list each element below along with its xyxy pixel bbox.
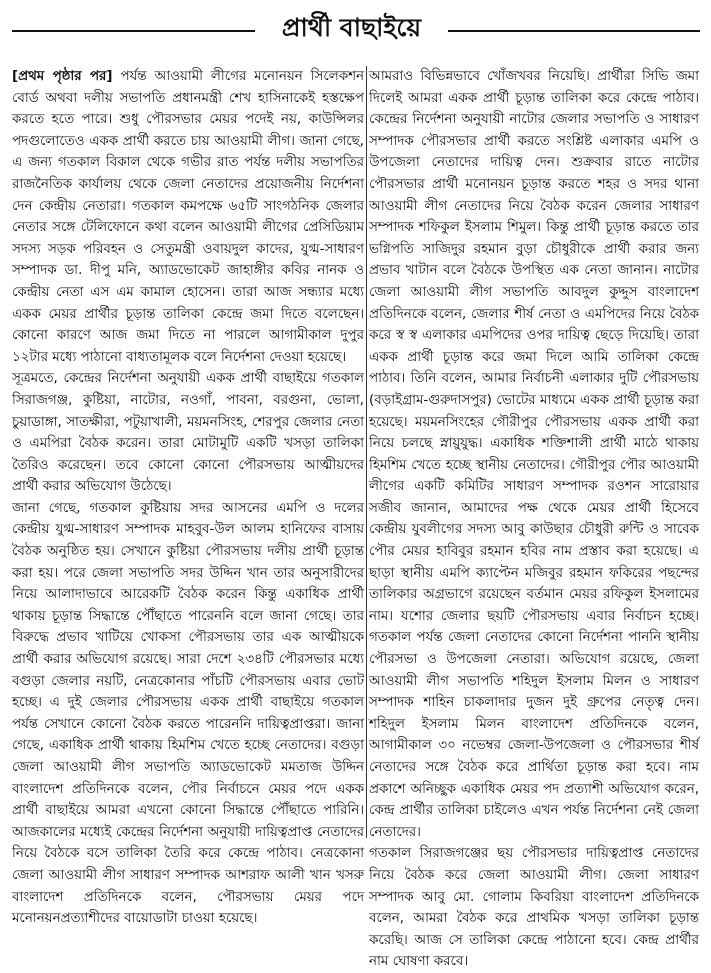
- paragraph: সূত্রমতে, কেন্দ্রের নির্দেশনা অনুযায়ী একক প্রার্থী বাছাইয়ে গতকাল সিরাজগঞ্জ, কুষ্টিয়া, নাটোর, নওগাঁ, পাবনা, বরগুনা, ভোলা, চুয়াডাঙ্গা, সাতক্ষীরা, পটুয়াখালী, ময়মনসিংহ, শেরপুর জেলার নেতা ও এমপিরা বৈঠক করেন। তারা মোটামুটি একটি খসড়া তালিকা তৈরিও করেছেন। তবে কোনো কোনো পৌরসভায় আত্মীয়দের প্রার্থী করার অভিযোগ উঠেছে।: [12, 371, 364, 495]
- headline-rule-right: [448, 30, 700, 32]
- paragraph: জানা গেছে, গতকাল কুষ্টিয়ায় সদর আসনের এমপি ও দলের কেন্দ্রীয় যুগ্ম-সাধারণ সম্পাদক মাহবুব-উল আলম হানিফের বাসায় বৈঠক অনুষ্ঠিত হয়। সেখানে কুষ্টিয়া পৌরসভায় দলীয় প্রার্থী চূড়ান্ত করা হয়। পরে জেলা সভাপতি সদর উদ্দিন খান তার অনুসারীদের নিয়ে আলাদাভাবে আরেকটি বৈঠক করেন কিন্তু একাধিক প্রার্থী থাকায় চূড়ান্ত সিদ্ধান্তে পৌঁছাতে পারেননি বলে জানা গেছে। তার বিরুদ্ধে প্রভাব খাটিয়ে খোকসা পৌরসভায় তার এক আত্মীয়কে প্রার্থী করার অভিযোগ রয়েছে। সারা দেশে ২৩৪টি পৌরসভার মধ্যে বগুড়া জেলার নয়টি, নেত্রকোনার পাঁচটি পৌরসভায় এবার ভোট হচ্ছে। এ দুই জেলার পৌরসভায় একক প্রার্থী বাছাইয়ে গতকাল পর্যন্ত সেখানে কোনো বৈঠক করতে পারেননি দায়িত্বপ্রাপ্তরা। জানা গেছে, একাধিক প্রার্থী থাকায় হিমশিম খেতে হচ্ছে নেতাদের। বগুড়া জেলা আওয়ামী লীগ সভাপতি অ্যাডভোকেট মমতাজ উদ্দিন বাংলাদেশ প্রতিদিনকে বলেন, পৌর নির্বাচনে মেয়র পদে একক প্রার্থী বাছাইয়ে আমরা এখনো কোনো সিদ্ধান্তে পৌঁছাতে পারিনি। আজকালের মধ্যেই কেন্দ্রের নির্দেশনা অনুযায়ী দায়িত্বপ্রাপ্ত নেতাদের নিয়ে বৈঠকে বসে তালিকা তৈরি করে কেন্দ্রে পাঠাব। নেত্রকোনা জেলা আওয়ামী লীগ সাধারণ সম্পাদক আশরাফ আলী খান খসরু বাংলাদেশ প্রতিদিনকে বলেন, পৌরসভায় মেয়র পদে মনোনয়নপ্রত্যাশীদের বায়োডাটা চাওয়া হয়েছে।: [12, 500, 364, 927]
- paragraph: [12, 66, 364, 368]
- headline: প্রার্থী বাছাইয়ে: [281, 13, 422, 42]
- right-column: [369, 66, 699, 970]
- continuation-tag: [প্রথম পৃষ্ঠার পর]: [12, 69, 113, 84]
- paragraph: গতকাল সিরাজগঞ্জের ছয় পৌরসভার দায়িত্বপ্রাপ্ত নেতাদের নিয়ে বৈঠক করে জেলা আওয়ামী লীগ। জেলা সাধারণ সম্পাদক আবু মো. গোলাম কিবরিয়া বাংলাদেশ প্রতিদিনকে বলেন, আমরা বৈঠক করে প্রাথমিক খসড়া তালিকা চূড়ান্ত করেছি। আজ সে তালিকা কেন্দ্রে পাঠানো হবে। কেন্দ্র প্রার্থীর নাম ঘোষণা করবে।: [369, 846, 699, 970]
- column-divider: [366, 66, 367, 838]
- paragraph-text: পর্যন্ত আওয়ামী লীগের মনোনয়ন সিলেকশন বোর্ড অথবা দলীয় সভাপতি প্রধানমন্ত্রী শেখ হাসিনাকেই হস্তক্ষেপ করতে হতে পারে। শুধু পৌরসভার মেয়র পদেই নয়, কাউন্সিলর পদগুলোতেও একক প্রার্থী করতে চায় আওয়ামী লীগ। জানা গেছে, এ জন্য গতকাল বিকাল থেকে গভীর রাত পর্যন্ত দলীয় সভাপতির রাজনৈতিক কার্যালয় থেকে জেলা নেতাদের প্রয়োজনীয় নির্দেশনা দেন কেন্দ্রীয় নেতারা। গতকাল কমপক্ষে ৬৫টি সাংগঠনিক জেলার নেতার সঙ্গে টেলিফোনে কথা বলেন আওয়ামী লীগের প্রেসিডিয়াম সদস্য সড়ক পরিবহন ও সেতুমন্ত্রী ওবায়দুল কাদের, যুগ্ম-সাধারণ সম্পাদক ডা. দীপু মনি, অ্যাডভোকেট জাহাঙ্গীর কবির নানক ও কেন্দ্রীয় নেতা এস এম কামাল হোসেন। তারা আজ সন্ধ্যার মধ্যে একক মেয়র প্রার্থীর চূড়ান্ত তালিকা কেন্দ্রে জমা দিতে বলেছেন। কোনো কারণে আজ জমা দিতে না পারলে আগামীকাল দুপুর ১২টার মধ্যে পাঠানো বাধ্যতামূলক বলে নির্দেশনা দেওয়া হয়েছে।: [12, 69, 364, 365]
- headline-bar: [0, 0, 711, 50]
- headline-rule-left: [12, 30, 255, 32]
- paragraph: আমরাও বিভিন্নভাবে খোঁজখবর নিয়েছি। প্রার্থীরা সিভি জমা দিলেই আমরা একক প্রার্থী চূড়ান্ত তালিকা করে কেন্দ্রে পাঠাব। কেন্দ্রের নির্দেশনা অনুযায়ী নাটোর জেলার সভাপতি ও সাধারণ সম্পাদক পৌরসভার প্রার্থী করতে সংশ্লিষ্ট এলাকার এমপি ও উপজেলা নেতাদের দায়িত্ব দেন। শুক্রবার রাতে নাটোর পৌরসভার প্রার্থী মনোনয়ন চূড়ান্ত করতে শহর ও সদর থানা আওয়ামী লীগ নেতাদের নিয়ে বৈঠক করেন জেলার সাধারণ সম্পাদক শফিকুল ইসলাম শিমুল। কিন্তু প্রার্থী চূড়ান্ত করতে তার ভগ্নিপতি সাজিদুর রহমান বুড়া চৌধুরীকে প্রার্থী করার জন্য প্রভাব খাটান বলে বৈঠকে উপস্থিত এক নেতা জানান। নাটোর জেলা আওয়ামী লীগ সভাপতি আবদুল কুদ্দুস বাংলাদেশ প্রতিদিনকে বলেন, জেলার শীর্ষ নেতা ও এমপিদের নিয়ে বৈঠক করে স্ব স্ব এলাকার এমপিদের ওপর দায়িত্ব ছেড়ে দিয়েছি। তারা একক প্রার্থী চূড়ান্ত করে জমা দিলে আমি তালিকা কেন্দ্রে পাঠাব। তিনি বলেন, আমার নির্বাচনী এলাকার দুটি পৌরসভায় (বড়াইগ্রাম-গুরুদাসপুর) ভোটের মাধ্যমে একক প্রার্থী চূড়ান্ত করা হয়েছে। ময়মনসিংহের গৌরীপুর পৌরসভায় একক প্রার্থী করা নিয়ে চলছে স্নায়ুযুদ্ধ। একাধিক শক্তিশালী প্রার্থী মাঠে থাকায় হিমশিম খেতে হচ্ছে স্থানীয় নেতাদের। গৌরীপুর পৌর আওয়ামী লীগের একটি কমিটির সাধারণ সম্পাদক রওশন সারোয়ার সজীব জানান, আমাদের পক্ষ থেকে মেয়র প্রার্থী হিসেবে কেন্দ্রীয় যুবলীগের সদস্য আবু কাউছার চৌধুরী রুন্টি ও সাবেক পৌর মেয়র হাবিবুর রহমান হবির নাম প্রস্তাব করা হয়েছে। এ ছাড়া স্থানীয় এমপি ক্যাপ্টেন মজিবুর রহমান ফকিরের পছন্দের তালিকার অগ্রভাগে রয়েছেন বর্তমান মেয়র রফিকুল ইসলামের নাম। যশোর জেলার ছয়টি পৌরসভায় এবার নির্বাচন হচ্ছে। গতকাল পর্যন্ত জেলা নেতাদের কোনো নির্দেশনা পাননি স্থানীয় পৌরসভা ও উপজেলা নেতারা। অভিযোগ রয়েছে, জেলা আওয়ামী লীগ সভাপতি শহিদুল ইসলাম মিলন ও সাধারণ সম্পাদক শাহিন চাকলাদার দুজন দুই গ্রুপের নেতৃত্ব দেন। শহিদুল ইসলাম মিলন বাংলাদেশ প্রতিদিনকে বলেন, আগামীকাল ৩০ নভেম্বর জেলা-উপজেলা ও পৌরসভার শীর্ষ নেতাদের সঙ্গে বৈঠক করে প্রার্থিতা চূড়ান্ত করা হবে। নাম প্রকাশে অনিচ্ছুক একাধিক মেয়র পদ প্রত্যাশী অভিযোগ করেন, কেন্দ্র প্রার্থীর তালিকা চাইলেও এখন পর্যন্ত নির্দেশনা নেই জেলা নেতাদের।: [369, 69, 699, 840]
- left-column: [12, 66, 364, 927]
